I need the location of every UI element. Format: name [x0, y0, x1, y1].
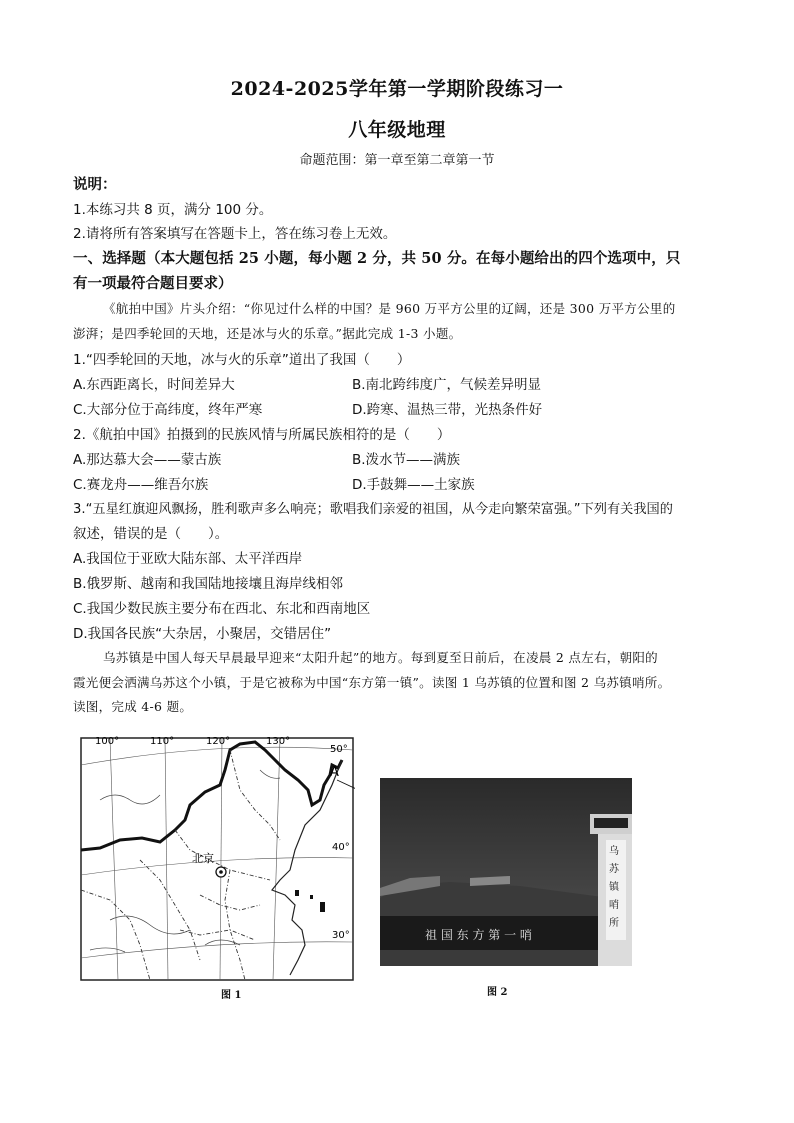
- section-heading-cont: 有一项最符合题目要求）: [73, 275, 233, 292]
- lon-label-130: 130°: [266, 736, 291, 747]
- beijing-label: 北京: [192, 852, 214, 865]
- question-3-stem: 3.“五星红旗迎风飘扬，胜利歌声多么响亮；歌唱我们亲爱的祖国，从今走向繁荣富强。”下列有关我国的: [73, 502, 673, 517]
- q3-option-a: A.我国位于亚欧大陆东部、太平洋西岸: [73, 551, 303, 567]
- note-item-1: 1.本练习共 8 页，满分 100 分。: [73, 202, 273, 218]
- note-item-2: 2.请将所有答案填写在答题卡上，答在练习卷上无效。: [73, 226, 397, 242]
- exam-subtitle: 八年级地理: [348, 119, 446, 141]
- exam-scope: 命题范围：第一章至第二章第一节: [299, 153, 495, 168]
- lat-label-50: 50°: [330, 744, 348, 755]
- lat-label-30: 30°: [332, 930, 350, 941]
- q3-option-c: C.我国少数民族主要分布在西北、东北和西南地区: [73, 601, 371, 617]
- q1-option-c: C.大部分位于高纬度，终年严寒: [73, 402, 263, 418]
- tower-sign-char-3: 镇: [609, 882, 619, 893]
- passage2-line3: 读图，完成 4-6 题。: [73, 699, 193, 714]
- lat-label-40: 40°: [332, 842, 350, 853]
- passage1-line1: 《航拍中国》片头介绍：“你见过什么样的中国？是 960 万平方公里的辽阔，还是 300 万平方公里的: [103, 301, 676, 316]
- lon-label-100: 100°: [95, 736, 120, 747]
- lon-label-110: 110°: [150, 736, 175, 747]
- map-frame: [81, 738, 353, 980]
- q1-option-b: B.南北跨纬度广，气候差异明显: [352, 377, 542, 393]
- point-a-label: A: [330, 765, 339, 780]
- figure-2-photo: [380, 778, 632, 966]
- figure-1-map: [80, 730, 355, 982]
- photo-svg: [380, 778, 632, 966]
- tower-sign-char-2: 苏: [609, 864, 619, 875]
- figure-2-caption: 图 2: [487, 987, 508, 998]
- tower-sign-char-1: 乌: [609, 846, 619, 857]
- passage2-line2: 霞光便会洒满乌苏这个小镇，于是它被称为中国“东方第一镇”。读图 1 乌苏镇的位置和图 2 乌苏镇哨所。: [73, 675, 671, 690]
- watchtower-windows: [594, 818, 628, 828]
- passage1-line2: 澎湃；是四季轮回的天地，还是冰与火的乐章。”据此完成 1-3 小题。: [73, 326, 462, 341]
- beijing-marker-dot: [219, 870, 223, 874]
- figure-1-caption: 图 1: [221, 990, 242, 1001]
- map-svg: [80, 730, 355, 982]
- passage2-line1: 乌苏镇是中国人每天早晨最早迎来“太阳升起”的地方。每到夏至日前后，在凌晨 2 点左右，朝阳的: [103, 650, 658, 665]
- exam-title: 2024-2025学年第一学期阶段练习一: [230, 78, 564, 100]
- q3-option-b: B.俄罗斯、越南和我国陆地接壤且海岸线相邻: [73, 576, 344, 592]
- section-heading: 一、选择题（本大题包括 25 小题，每小题 2 分，共 50 分。在每小题给出的四个选项中，只: [73, 250, 681, 267]
- q2-option-d: D.手鼓舞——土家族: [352, 477, 475, 493]
- lon-label-120: 120°: [206, 736, 231, 747]
- question-2-stem: 2.《航拍中国》拍摄到的民族风情与所属民族相符的是（ ）: [73, 427, 451, 443]
- q1-option-a: A.东西距离长，时间差异大: [73, 377, 235, 393]
- q2-option-c: C.赛龙舟——维吾尔族: [73, 477, 209, 493]
- tower-sign-char-4: 哨: [609, 900, 619, 911]
- q1-option-d: D.跨寒、温热三带，光热条件好: [352, 402, 543, 418]
- banner-text: 祖 国 东 方 第 一 哨: [425, 928, 532, 942]
- q2-option-b: B.泼水节——满族: [352, 452, 461, 468]
- q3-option-d: D.我国各民族“大杂居，小聚居，交错居住”: [73, 626, 332, 642]
- q2-option-a: A.那达慕大会——蒙古族: [73, 452, 222, 468]
- question-1-stem: 1.“四季轮回的天地，冰与火的乐章”道出了我国（ ）: [73, 352, 411, 368]
- notes-heading: 说明：: [73, 176, 117, 193]
- question-3-stem-cont: 叙述，错误的是（ ）。: [73, 526, 229, 542]
- tower-sign-char-5: 所: [609, 918, 619, 929]
